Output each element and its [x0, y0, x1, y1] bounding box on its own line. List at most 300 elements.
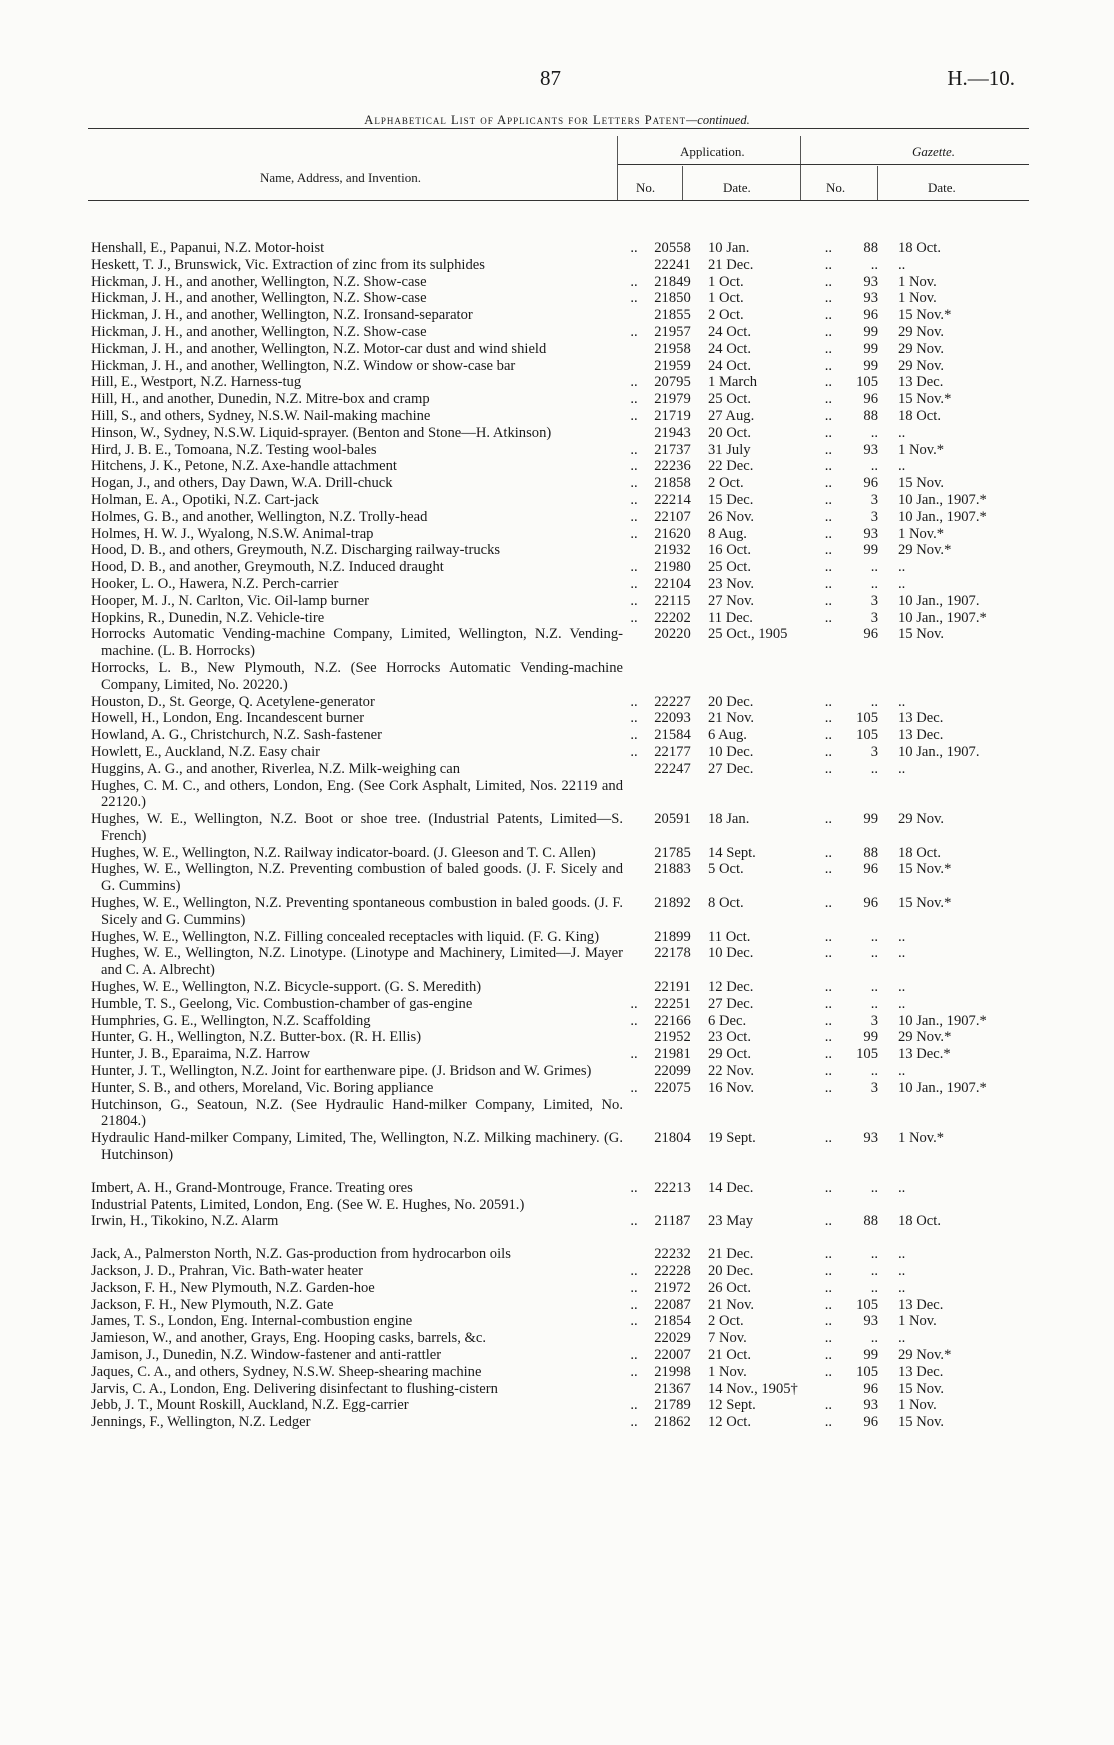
application-date: 6 Dec.: [708, 1012, 747, 1029]
leader-dots: [808, 1197, 832, 1214]
leader-dots: ..: [824, 995, 832, 1012]
leader-dots: ..: [630, 609, 638, 626]
application-date: 23 Oct.: [708, 1029, 751, 1046]
gazette-date: 15 Nov.: [898, 1380, 945, 1397]
application-date: 20 Oct.: [708, 424, 751, 441]
application-number: 21952: [654, 1029, 691, 1046]
leader-dots: ..: [824, 1363, 832, 1380]
application-date: 12 Oct.: [708, 1414, 751, 1431]
application-date: 2 Oct.: [708, 307, 744, 324]
gazette-date: 15 Nov.*: [898, 307, 952, 324]
applicant-invention: Hood, D. B., and another, Greymouth, N.Z. Induced draught: [91, 559, 444, 576]
table-row: [0, 845, 1114, 862]
applicant-invention: Jackson, F. H., New Plymouth, N.Z. Garden-hoe: [91, 1279, 375, 1296]
gazette-number: 96: [863, 1414, 878, 1431]
application-number: 22191: [654, 979, 691, 996]
table-row: [0, 744, 1114, 761]
leader-dots: ..: [630, 1363, 638, 1380]
leader-dots: ..: [824, 559, 832, 576]
leader-dots: ..: [630, 1414, 638, 1431]
gazette-number: ..: [870, 575, 878, 592]
gazette-date: ..: [898, 256, 906, 273]
leader-dots: ..: [824, 424, 832, 441]
application-date: 16 Nov.: [708, 1079, 755, 1096]
application-date: 25 Oct., 1905: [708, 626, 788, 643]
application-number: 21858: [654, 475, 691, 492]
gazette-date: 18 Oct.: [898, 844, 941, 861]
table-row: [0, 1313, 1114, 1330]
application-date: 10 Dec.: [708, 743, 754, 760]
leader-dots: ..: [824, 1012, 832, 1029]
leader-dots: ..: [630, 323, 638, 340]
leader-dots: ..: [824, 693, 832, 710]
col-app-date-header: Date.: [723, 180, 751, 195]
application-date: 20 Dec.: [708, 1263, 754, 1280]
gazette-date: 13 Dec.: [898, 727, 944, 744]
gazette-date: [878, 1197, 1016, 1214]
gazette-number: ..: [870, 995, 878, 1012]
leader-dots: ..: [824, 357, 832, 374]
application-date: 10 Jan.: [708, 240, 750, 256]
gazette-number: 96: [863, 861, 878, 878]
gazette-number: ..: [870, 1330, 878, 1347]
gazette-number: 93: [863, 1130, 878, 1147]
applicant-invention: Humble, T. S., Geelong, Vic. Combustion-chamber of gas-engine: [91, 995, 473, 1012]
leader-dots: [623, 895, 645, 929]
gazette-number: ..: [870, 760, 878, 777]
table-row: [0, 1197, 1114, 1214]
application-number: 21849: [654, 273, 691, 290]
application-number: 21850: [654, 290, 691, 307]
gazette-number: 105: [856, 710, 878, 727]
leader-dots: [623, 1381, 645, 1398]
application-date: [700, 778, 808, 812]
col-gaz-date-header: Date.: [928, 180, 956, 195]
gazette-date: 10 Jan., 1907.*: [898, 1012, 987, 1029]
gazette-date: 29 Nov.*: [898, 542, 952, 559]
col-app-no-header: No.: [636, 180, 656, 195]
gazette-date: 10 Jan., 1907.*: [898, 491, 987, 508]
leader-dots: [623, 257, 645, 274]
gazette-number: 96: [863, 307, 878, 324]
leader-dots: ..: [824, 743, 832, 760]
leader-dots: ..: [824, 1046, 832, 1063]
table-row: [0, 475, 1114, 492]
applicant-invention: Hughes, W. E., Wellington, N.Z. Preventing spontaneous combustion in baled goods. (J. F. Sicely and G. Cummins): [91, 895, 623, 928]
application-number: 21862: [654, 1414, 691, 1431]
gazette-number: ..: [870, 458, 878, 475]
gazette-date: [878, 660, 1016, 694]
gazette-date: ..: [898, 1330, 906, 1347]
application-date: 25 Oct.: [708, 391, 751, 408]
leader-dots: ..: [824, 508, 832, 525]
gazette-date: 1 Nov.: [898, 1397, 937, 1414]
gazette-date: ..: [898, 559, 906, 576]
leader-dots: ..: [630, 475, 638, 492]
application-number: [645, 1097, 700, 1131]
gazette-date: ..: [898, 945, 906, 962]
application-date: 12 Dec.: [708, 979, 754, 996]
leader-dots: ..: [630, 710, 638, 727]
application-date: 5 Oct.: [708, 861, 744, 878]
gazette-number: ..: [870, 945, 878, 962]
table-row: [0, 391, 1114, 408]
leader-dots: [623, 1246, 645, 1263]
application-date: 24 Oct.: [708, 323, 751, 340]
leader-dots: ..: [630, 1313, 638, 1330]
patent-list: [0, 240, 1114, 1431]
application-date: 27 Dec.: [708, 995, 754, 1012]
table-row: [0, 542, 1114, 559]
application-date: 1 Oct.: [708, 290, 744, 307]
gazette-date: 13 Dec.: [898, 710, 944, 727]
leader-dots: [623, 1063, 645, 1080]
leader-dots: ..: [824, 1347, 832, 1363]
leader-dots: ..: [824, 475, 832, 492]
col-gazette-header: Gazette.: [912, 144, 955, 159]
gazette-date: 29 Nov.*: [898, 1029, 952, 1046]
leader-dots: ..: [824, 1179, 832, 1196]
applicant-invention: Jaques, C. A., and others, Sydney, N.S.W. Sheep-shearing machine: [91, 1363, 482, 1380]
applicant-invention: Hutchinson, G., Seatoun, N.Z. (See Hydraulic Hand-milker Company, Limited, No. 21804.): [91, 1096, 623, 1130]
table-row: [0, 1364, 1114, 1381]
gazette-number: [832, 660, 878, 694]
leader-dots: [623, 1130, 645, 1164]
table-row: [0, 341, 1114, 358]
application-number: 21892: [654, 895, 691, 912]
leader-dots: ..: [630, 525, 638, 542]
application-number: 21943: [654, 424, 691, 441]
gazette-date: ..: [898, 458, 906, 475]
applicant-invention: Hill, H., and another, Dunedin, N.Z. Mitre-box and cramp: [91, 391, 430, 408]
table-row: [0, 324, 1114, 341]
application-number: 22115: [654, 592, 691, 609]
leader-dots: ..: [824, 525, 832, 542]
leader-dots: ..: [824, 811, 832, 828]
application-date: 2 Oct.: [708, 475, 744, 492]
table-row: [0, 945, 1114, 979]
gazette-date: [878, 1097, 1016, 1131]
table-row: [0, 626, 1114, 660]
title-text: Alphabetical List of Applicants for Letters Patent: [364, 113, 687, 127]
gazette-number: 99: [863, 811, 878, 828]
application-date: 24 Oct.: [708, 340, 751, 357]
table-row: [0, 1246, 1114, 1263]
table-row: [0, 1213, 1114, 1230]
leader-dots: [623, 626, 645, 660]
table-row: [0, 929, 1114, 946]
leader-dots: ..: [630, 508, 638, 525]
applicant-invention: Hickman, J. H., and another, Wellington, N.Z. Show-case: [91, 290, 427, 307]
table-row: [0, 274, 1114, 291]
application-number: 22227: [654, 693, 691, 710]
leader-dots: ..: [630, 391, 638, 408]
application-number: 21979: [654, 391, 691, 408]
application-date: 11 Dec.: [708, 609, 753, 626]
application-number: 21855: [654, 307, 691, 324]
leader-dots: ..: [630, 559, 638, 576]
document-reference: H.—10.: [947, 66, 1015, 90]
leader-dots: [623, 845, 645, 862]
application-number: 22236: [654, 458, 691, 475]
leader-dots: ..: [630, 727, 638, 744]
table-row: [0, 240, 1114, 257]
application-number: 21980: [654, 559, 691, 576]
gazette-date: ..: [898, 424, 906, 441]
applicant-invention: Henshall, E., Papanui, N.Z. Motor-hoist: [91, 240, 325, 256]
leader-dots: ..: [824, 307, 832, 324]
application-number: 22087: [654, 1296, 691, 1313]
gazette-number: 93: [863, 441, 878, 458]
leader-dots: ..: [630, 1347, 638, 1363]
applicant-invention: Hooper, M. J., N. Carlton, Vic. Oil-lamp burner: [91, 592, 369, 609]
leader-dots: [623, 1197, 645, 1214]
gazette-number: 93: [863, 290, 878, 307]
gazette-date: 15 Nov.*: [898, 895, 952, 912]
leader-dots: ..: [824, 710, 832, 727]
table-row: [0, 1013, 1114, 1030]
application-number: 21737: [654, 441, 691, 458]
applicant-invention: James, T. S., London, Eng. Internal-combustion engine: [91, 1313, 413, 1330]
leader-dots: [623, 425, 645, 442]
table-row: [0, 374, 1114, 391]
applicant-invention: Hogan, J., and others, Day Dawn, W.A. Drill-chuck: [91, 475, 393, 492]
application-date: 21 Dec.: [708, 256, 754, 273]
application-number: 21972: [654, 1279, 691, 1296]
leader-dots: [808, 1381, 832, 1398]
application-number: 22214: [654, 491, 691, 508]
leader-dots: ..: [824, 240, 832, 256]
applicant-invention: Horrocks, L. B., New Plymouth, N.Z. (See Horrocks Automatic Vending-machine Company, Limited, No. 20220.): [91, 659, 623, 693]
application-number: 20558: [654, 240, 691, 256]
application-date: 23 Nov.: [708, 575, 755, 592]
gazette-date: 1 Nov.*: [898, 525, 945, 542]
application-number: 21883: [654, 861, 691, 878]
gazette-date: 1 Nov.: [898, 290, 937, 307]
application-number: 21958: [654, 340, 691, 357]
table-row: [0, 442, 1114, 459]
table-row: [0, 1381, 1114, 1398]
application-number: 22107: [654, 508, 691, 525]
gazette-number: 99: [863, 357, 878, 374]
gazette-number: 3: [870, 491, 878, 508]
leader-dots: ..: [824, 273, 832, 290]
gazette-number: ..: [870, 1279, 878, 1296]
table-row: [0, 1280, 1114, 1297]
applicant-invention: Heskett, T. J., Brunswick, Vic. Extraction of zinc from its sulphides: [91, 256, 485, 273]
gazette-number: ..: [870, 693, 878, 710]
gazette-date: 29 Nov.: [898, 357, 945, 374]
leader-dots: ..: [630, 1397, 638, 1414]
leader-dots: ..: [824, 256, 832, 273]
leader-dots: ..: [824, 458, 832, 475]
application-number: 21187: [654, 1213, 691, 1230]
table-row: [0, 509, 1114, 526]
leader-dots: ..: [824, 1313, 832, 1330]
gazette-number: 105: [856, 727, 878, 744]
gazette-number: 96: [863, 626, 878, 643]
gazette-date: 15 Nov.: [898, 475, 945, 492]
table-row: [0, 1063, 1114, 1080]
gazette-number: 105: [856, 1296, 878, 1313]
application-date: 20 Dec.: [708, 693, 754, 710]
leader-dots: [623, 1330, 645, 1347]
leader-dots: [623, 979, 645, 996]
gazette-date: 13 Dec.*: [898, 1046, 951, 1063]
applicant-invention: Hickman, J. H., and another, Wellington, N.Z. Show-case: [91, 273, 427, 290]
applicant-invention: Horrocks Automatic Vending-machine Company, Limited, Wellington, N.Z. Vending-machine. (L. B. Horrocks): [91, 626, 623, 660]
col-gaz-no-header: No.: [826, 180, 846, 195]
leader-dots: [623, 660, 645, 694]
gazette-number: 93: [863, 525, 878, 542]
gazette-number: ..: [870, 1179, 878, 1196]
column-divider: [877, 166, 878, 200]
application-number: 22075: [654, 1079, 691, 1096]
gazette-number: 96: [863, 475, 878, 492]
table-row: [0, 1080, 1114, 1097]
table-row: [0, 1297, 1114, 1314]
leader-dots: [623, 861, 645, 895]
leader-dots: ..: [630, 407, 638, 424]
leader-dots: ..: [630, 374, 638, 391]
applicant-invention: Hunter, J. B., Eparaima, N.Z. Harrow: [91, 1046, 311, 1063]
gazette-number: 96: [863, 1380, 878, 1397]
gazette-number: ..: [870, 1063, 878, 1080]
gazette-number: [832, 778, 878, 812]
leader-dots: ..: [824, 1079, 832, 1096]
leader-dots: ..: [824, 391, 832, 408]
table-row: [0, 710, 1114, 727]
application-number: 22029: [654, 1330, 691, 1347]
leader-dots: ..: [824, 979, 832, 996]
table-row: [0, 979, 1114, 996]
application-date: 27 Nov.: [708, 592, 755, 609]
gazette-number: 93: [863, 1397, 878, 1414]
gazette-number: 105: [856, 374, 878, 391]
leader-dots: ..: [630, 290, 638, 307]
gazette-date: 1 Nov.: [898, 273, 937, 290]
gazette-number: ..: [870, 979, 878, 996]
gazette-number: 3: [870, 508, 878, 525]
application-date: 1 Oct.: [708, 273, 744, 290]
table-row: [0, 610, 1114, 627]
gazette-date: 13 Dec.: [898, 374, 944, 391]
leader-dots: ..: [630, 273, 638, 290]
gazette-number: ..: [870, 1263, 878, 1280]
applicant-invention: Irwin, H., Tikokino, N.Z. Alarm: [91, 1213, 279, 1230]
leader-dots: ..: [630, 1046, 638, 1063]
application-date: 15 Dec.: [708, 491, 754, 508]
gazette-date: ..: [898, 1246, 906, 1263]
top-rule: [88, 128, 1029, 129]
leader-dots: [623, 1097, 645, 1131]
gazette-number: [832, 1097, 878, 1131]
application-date: [700, 1097, 808, 1131]
gazette-date: 15 Nov.: [898, 1414, 945, 1431]
applicant-invention: Hughes, W. E., Wellington, N.Z. Filling concealed receptacles with liquid. (F. G. King): [91, 928, 600, 945]
gazette-date: 1 Nov.*: [898, 1130, 945, 1147]
leader-dots: ..: [824, 945, 832, 962]
leader-dots: ..: [824, 592, 832, 609]
application-date: 21 Nov.: [708, 1296, 755, 1313]
leader-dots: [623, 778, 645, 812]
application-date: 10 Dec.: [708, 945, 754, 962]
applicant-invention: Hughes, W. E., Wellington, N.Z. Bicycle-support. (G. S. Meredith): [91, 979, 482, 996]
table-row: [0, 358, 1114, 375]
application-number: 21981: [654, 1046, 691, 1063]
applicant-invention: Holmes, G. B., and another, Wellington, N.Z. Trolly-head: [91, 508, 428, 525]
applicant-invention: Hopkins, R., Dunedin, N.Z. Vehicle-tire: [91, 609, 325, 626]
gazette-number: ..: [870, 559, 878, 576]
applicant-invention: Hooker, L. O., Hawera, N.Z. Perch-carrier: [91, 575, 339, 592]
application-number: [645, 778, 700, 812]
application-date: 8 Oct.: [708, 895, 744, 912]
applicant-invention: Hickman, J. H., and another, Wellington, N.Z. Show-case: [91, 323, 427, 340]
table-row: [0, 559, 1114, 576]
leader-dots: ..: [824, 1330, 832, 1347]
leader-dots: ..: [630, 1079, 638, 1096]
applicant-invention: Hickman, J. H., and another, Wellington, N.Z. Window or show-case bar: [91, 357, 516, 374]
leader-dots: [808, 626, 832, 660]
application-number: 22166: [654, 1012, 691, 1029]
gazette-date: ..: [898, 1179, 906, 1196]
leader-dots: ..: [824, 760, 832, 777]
table-row: [0, 576, 1114, 593]
application-number: 21785: [654, 844, 691, 861]
application-date: [700, 660, 808, 694]
application-number: 22241: [654, 256, 691, 273]
applicant-invention: Hill, E., Westport, N.Z. Harness-tug: [91, 374, 302, 391]
gazette-date: ..: [898, 1063, 906, 1080]
application-date: 1 Nov.: [708, 1363, 747, 1380]
leader-dots: ..: [824, 374, 832, 391]
table-row: [0, 778, 1114, 812]
application-number: 22007: [654, 1347, 691, 1363]
application-date: 7 Nov.: [708, 1330, 747, 1347]
table-row: [0, 1046, 1114, 1063]
applicant-invention: Jack, A., Palmerston North, N.Z. Gas-production from hydrocarbon oils: [91, 1246, 511, 1263]
application-date: 31 July: [708, 441, 751, 458]
application-date: 22 Dec.: [708, 458, 754, 475]
table-row: [0, 307, 1114, 324]
leader-dots: ..: [630, 240, 638, 256]
leader-dots: [623, 341, 645, 358]
applicant-invention: Hydraulic Hand-milker Company, Limited, The, Wellington, N.Z. Milking machinery. (G. Hutchinson): [91, 1130, 623, 1164]
leader-dots: ..: [824, 1213, 832, 1230]
column-divider: [617, 136, 618, 200]
gazette-date: 10 Jan., 1907.: [898, 592, 980, 609]
gazette-number: 105: [856, 1046, 878, 1063]
leader-dots: ..: [824, 340, 832, 357]
leader-dots: ..: [630, 1263, 638, 1280]
applicant-invention: Hickman, J. H., and another, Wellington, N.Z. Motor-car dust and wind shield: [91, 340, 547, 357]
gazette-date: 13 Dec.: [898, 1363, 944, 1380]
gazette-number: 93: [863, 1313, 878, 1330]
gazette-number: ..: [870, 928, 878, 945]
gazette-number: 3: [870, 1012, 878, 1029]
applicant-invention: Huggins, A. G., and another, Riverlea, N.Z. Milk-weighing can: [91, 760, 461, 777]
col-application-header: Application.: [680, 144, 745, 159]
applicant-invention: Holmes, H. W. J., Wyalong, N.S.W. Animal-trap: [91, 525, 374, 542]
application-date: 26 Nov.: [708, 508, 755, 525]
leader-dots: ..: [824, 609, 832, 626]
table-row: [0, 895, 1114, 929]
gazette-number: 96: [863, 391, 878, 408]
leader-dots: ..: [824, 1130, 832, 1147]
application-number: 22202: [654, 609, 691, 626]
leader-dots: ..: [630, 1296, 638, 1313]
application-number: 22247: [654, 760, 691, 777]
